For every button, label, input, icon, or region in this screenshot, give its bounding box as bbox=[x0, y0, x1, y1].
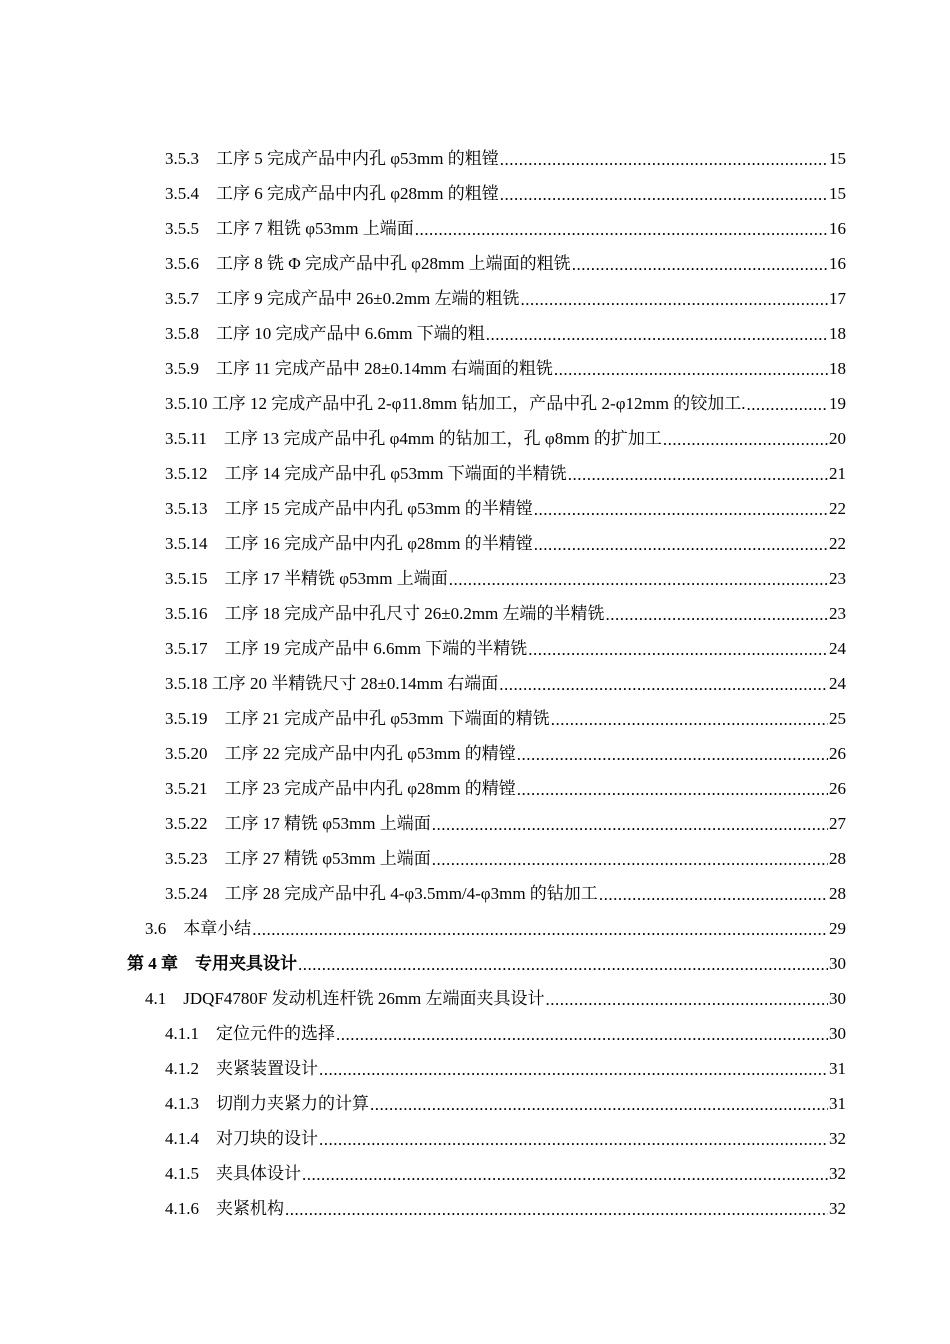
toc-entry-page-number: 32 bbox=[829, 1129, 846, 1148]
toc-entry-gap bbox=[199, 141, 216, 176]
toc-dot-leader bbox=[554, 351, 828, 386]
toc-entry-number: 3.5.12 bbox=[165, 464, 208, 483]
toc-dot-leader bbox=[517, 736, 828, 771]
toc-entry-page-number: 24 bbox=[829, 674, 846, 693]
toc-dot-leader bbox=[546, 981, 828, 1016]
toc-entry-gap bbox=[208, 841, 225, 876]
toc-entry-title: 夹紧装置设计 bbox=[216, 1059, 318, 1078]
toc-entry-page-number: 18 bbox=[829, 324, 846, 343]
toc-entry-gap bbox=[208, 701, 225, 736]
toc-entry[interactable] bbox=[0, 981, 950, 1016]
toc-entry-number: 4.1 bbox=[145, 989, 167, 1008]
toc-entry-page-number: 30 bbox=[829, 954, 846, 973]
toc-entry-title: 工序 21 完成产品中孔 φ53mm 下端面的精铣 bbox=[224, 709, 550, 728]
toc-entry-gap bbox=[208, 631, 225, 666]
toc-entry-gap bbox=[199, 1156, 216, 1191]
toc-dot-leader bbox=[285, 1191, 828, 1226]
toc-entry-number: 3.5.8 bbox=[165, 324, 199, 343]
toc-entry-page-number: 31 bbox=[829, 1059, 846, 1078]
toc-entry-page-number: 29 bbox=[829, 919, 846, 938]
toc-entry-title: 工序 20 半精铣尺寸 28±0.14mm 右端面 bbox=[211, 674, 499, 693]
toc-entry-number: 3.5.14 bbox=[165, 534, 208, 553]
toc-dot-leader bbox=[551, 701, 828, 736]
toc-entry-number: 3.6 bbox=[145, 919, 167, 938]
toc-entry-gap bbox=[199, 246, 216, 281]
toc-entry[interactable] bbox=[0, 1086, 950, 1121]
toc-entry[interactable] bbox=[0, 176, 950, 211]
toc-entry[interactable] bbox=[0, 386, 950, 421]
toc-dot-leader bbox=[415, 211, 828, 246]
toc-entry[interactable] bbox=[0, 1156, 950, 1191]
toc-entry-number: 3.5.17 bbox=[165, 639, 208, 658]
toc-entry-gap bbox=[199, 1086, 216, 1121]
toc-entry-title: 夹具体设计 bbox=[216, 1164, 301, 1183]
toc-entry-gap bbox=[166, 981, 183, 1016]
toc-entry-page-number: 15 bbox=[829, 149, 846, 168]
toc-entry[interactable] bbox=[0, 491, 950, 526]
toc-dot-leader bbox=[534, 491, 828, 526]
toc-entry-title: 工序 15 完成产品中内孔 φ53mm 的半精镗 bbox=[224, 499, 533, 518]
toc-entry-number: 3.5.18 bbox=[165, 674, 208, 693]
toc-entry-number: 3.5.5 bbox=[165, 219, 199, 238]
toc-entry[interactable] bbox=[0, 666, 950, 701]
toc-entry-number: 4.1.2 bbox=[165, 1059, 199, 1078]
toc-entry-title: 工序 17 半精铣 φ53mm 上端面 bbox=[224, 569, 448, 588]
toc-entry[interactable] bbox=[0, 876, 950, 911]
toc-entry-gap bbox=[207, 421, 224, 456]
toc-entry-title: 对刀块的设计 bbox=[216, 1129, 318, 1148]
toc-entry-title: 定位元件的选择 bbox=[216, 1024, 335, 1043]
table-of-contents bbox=[0, 141, 950, 1226]
toc-entry-gap bbox=[208, 876, 225, 911]
toc-dot-leader bbox=[663, 421, 828, 456]
toc-entry-gap bbox=[199, 1051, 216, 1086]
toc-entry-page-number: 26 bbox=[829, 744, 846, 763]
toc-entry-title: 本章小结 bbox=[183, 919, 252, 938]
toc-dot-leader bbox=[252, 911, 828, 946]
toc-entry-gap bbox=[199, 351, 216, 386]
toc-entry[interactable] bbox=[0, 806, 950, 841]
toc-entry-gap bbox=[199, 316, 216, 351]
toc-entry-number: 3.5.23 bbox=[165, 849, 208, 868]
toc-entry-gap bbox=[208, 596, 225, 631]
toc-entry[interactable] bbox=[0, 141, 950, 176]
toc-entry-number: 第 4 章 bbox=[127, 954, 178, 973]
toc-entry-gap bbox=[199, 281, 216, 316]
toc-entry-title: 工序 9 完成产品中 26±0.2mm 左端的粗铣 bbox=[216, 289, 520, 308]
toc-entry-gap bbox=[199, 211, 216, 246]
toc-entry-title: 工序 7 粗铣 φ53mm 上端面 bbox=[216, 219, 414, 238]
toc-dot-leader bbox=[746, 386, 828, 421]
toc-entry-number: 3.5.19 bbox=[165, 709, 208, 728]
toc-dot-leader bbox=[298, 946, 828, 981]
toc-entry[interactable] bbox=[0, 421, 950, 456]
toc-entry-gap bbox=[208, 526, 225, 561]
toc-entry[interactable] bbox=[0, 526, 950, 561]
toc-entry[interactable] bbox=[0, 211, 950, 246]
toc-entry-title: 工序 13 完成产品中孔 φ4mm 的钻加工，孔 φ8mm 的扩加工 bbox=[223, 429, 662, 448]
toc-dot-leader bbox=[319, 1051, 828, 1086]
toc-dot-leader bbox=[370, 1086, 828, 1121]
toc-entry-title: JDQF4780F 发动机连杆铣 26mm 左端面夹具设计 bbox=[183, 989, 545, 1008]
toc-entry-title: 专用夹具设计 bbox=[195, 954, 297, 973]
toc-entry-number: 3.5.21 bbox=[165, 779, 208, 798]
toc-entry-gap bbox=[208, 561, 225, 596]
toc-entry-title: 工序 6 完成产品中内孔 φ28mm 的粗镗 bbox=[216, 184, 499, 203]
toc-entry-page-number: 28 bbox=[829, 884, 846, 903]
toc-entry-gap bbox=[178, 946, 195, 981]
toc-entry-title: 工序 11 完成产品中 28±0.14mm 右端面的粗铣 bbox=[216, 359, 553, 378]
toc-entry[interactable] bbox=[0, 771, 950, 806]
toc-dot-leader bbox=[568, 456, 828, 491]
toc-entry[interactable] bbox=[0, 246, 950, 281]
toc-entry-title: 夹紧机构 bbox=[216, 1199, 284, 1218]
toc-entry-gap bbox=[199, 1191, 216, 1226]
toc-dot-leader bbox=[319, 1121, 828, 1156]
toc-entry-page-number: 16 bbox=[829, 254, 846, 273]
toc-entry[interactable] bbox=[0, 946, 950, 981]
toc-entry-page-number: 22 bbox=[829, 499, 846, 518]
toc-entry-page-number: 20 bbox=[829, 429, 846, 448]
toc-entry-title: 工序 8 铣 Φ 完成产品中孔 φ28mm 上端面的粗铣 bbox=[216, 254, 571, 273]
toc-entry-page-number: 32 bbox=[829, 1164, 846, 1183]
toc-entry-number: 3.5.6 bbox=[165, 254, 199, 273]
toc-entry-title: 工序 5 完成产品中内孔 φ53mm 的粗镗 bbox=[216, 149, 499, 168]
toc-entry[interactable] bbox=[0, 351, 950, 386]
toc-entry-page-number: 31 bbox=[829, 1094, 846, 1113]
toc-entry-title: 工序 12 完成产品中孔 2-φ11.8mm 钻加工，产品中孔 2-φ12mm 的铰加工. bbox=[211, 394, 746, 413]
toc-dot-leader bbox=[572, 246, 828, 281]
toc-entry-number: 3.5.15 bbox=[165, 569, 208, 588]
toc-entry-number: 3.5.20 bbox=[165, 744, 208, 763]
toc-entry-page-number: 32 bbox=[829, 1199, 846, 1218]
toc-entry-title: 工序 27 精铣 φ53mm 上端面 bbox=[224, 849, 431, 868]
toc-entry-title: 工序 17 精铣 φ53mm 上端面 bbox=[224, 814, 431, 833]
toc-entry-gap bbox=[199, 1016, 216, 1051]
toc-entry-gap bbox=[199, 176, 216, 211]
toc-entry[interactable] bbox=[0, 1051, 950, 1086]
toc-entry[interactable] bbox=[0, 736, 950, 771]
toc-dot-leader bbox=[517, 771, 828, 806]
toc-entry-gap bbox=[208, 491, 225, 526]
toc-dot-leader bbox=[499, 666, 828, 701]
toc-entry[interactable] bbox=[0, 561, 950, 596]
toc-entry-number: 4.1.6 bbox=[165, 1199, 199, 1218]
toc-entry-page-number: 21 bbox=[829, 464, 846, 483]
toc-entry-gap bbox=[208, 771, 225, 806]
toc-entry-title: 工序 14 完成产品中孔 φ53mm 下端面的半精铣 bbox=[224, 464, 567, 483]
toc-entry[interactable] bbox=[0, 281, 950, 316]
toc-entry-page-number: 23 bbox=[829, 569, 846, 588]
toc-entry-page-number: 23 bbox=[829, 604, 846, 623]
toc-entry-page-number: 15 bbox=[829, 184, 846, 203]
toc-entry-number: 3.5.9 bbox=[165, 359, 199, 378]
toc-entry-page-number: 26 bbox=[829, 779, 846, 798]
toc-entry-gap bbox=[166, 911, 183, 946]
toc-dot-leader bbox=[500, 176, 828, 211]
toc-dot-leader bbox=[534, 526, 828, 561]
toc-entry[interactable] bbox=[0, 596, 950, 631]
toc-entry-title: 工序 23 完成产品中内孔 φ28mm 的精镗 bbox=[224, 779, 516, 798]
toc-entry-number: 4.1.4 bbox=[165, 1129, 199, 1148]
toc-entry-title: 工序 10 完成产品中 6.6mm 下端的粗 bbox=[216, 324, 485, 343]
toc-entry-title: 工序 18 完成产品中孔尺寸 26±0.2mm 左端的半精铣 bbox=[224, 604, 605, 623]
toc-entry-number: 3.5.22 bbox=[165, 814, 208, 833]
toc-dot-leader bbox=[599, 876, 828, 911]
toc-entry-number: 3.5.24 bbox=[165, 884, 208, 903]
toc-entry[interactable] bbox=[0, 316, 950, 351]
toc-entry-number: 3.5.11 bbox=[165, 429, 207, 448]
toc-entry-number: 3.5.13 bbox=[165, 499, 208, 518]
toc-entry-page-number: 30 bbox=[829, 1024, 846, 1043]
toc-entry-page-number: 30 bbox=[829, 989, 846, 1008]
toc-entry-title: 切削力夹紧力的计算 bbox=[216, 1094, 369, 1113]
toc-entry[interactable] bbox=[0, 841, 950, 876]
toc-entry[interactable] bbox=[0, 1016, 950, 1051]
toc-dot-leader bbox=[432, 806, 828, 841]
toc-entry-number: 3.5.10 bbox=[165, 394, 208, 413]
toc-entry-number: 3.5.16 bbox=[165, 604, 208, 623]
toc-entry-number: 3.5.7 bbox=[165, 289, 199, 308]
toc-entry-page-number: 19 bbox=[829, 394, 846, 413]
toc-entry-gap bbox=[208, 456, 225, 491]
toc-entry[interactable] bbox=[0, 456, 950, 491]
toc-entry-page-number: 16 bbox=[829, 219, 846, 238]
toc-entry-page-number: 27 bbox=[829, 814, 846, 833]
toc-entry-title: 工序 28 完成产品中孔 4-φ3.5mm/4-φ3mm 的钻加工 bbox=[224, 884, 598, 903]
toc-entry[interactable] bbox=[0, 701, 950, 736]
toc-entry-number: 4.1.1 bbox=[165, 1024, 199, 1043]
toc-entry-gap bbox=[199, 1121, 216, 1156]
toc-entry-page-number: 17 bbox=[829, 289, 846, 308]
toc-entry-page-number: 28 bbox=[829, 849, 846, 868]
toc-dot-leader bbox=[500, 141, 828, 176]
toc-entry-gap bbox=[208, 806, 225, 841]
toc-entry-number: 3.5.4 bbox=[165, 184, 199, 203]
toc-entry-gap bbox=[208, 736, 225, 771]
toc-entry-page-number: 18 bbox=[829, 359, 846, 378]
toc-entry-number: 4.1.3 bbox=[165, 1094, 199, 1113]
toc-entry-title: 工序 16 完成产品中内孔 φ28mm 的半精镗 bbox=[224, 534, 533, 553]
toc-entry-page-number: 25 bbox=[829, 709, 846, 728]
toc-dot-leader bbox=[606, 596, 828, 631]
toc-entry-number: 3.5.3 bbox=[165, 149, 199, 168]
toc-entry-title: 工序 22 完成产品中内孔 φ53mm 的精镗 bbox=[224, 744, 516, 763]
toc-dot-leader bbox=[528, 631, 828, 666]
toc-dot-leader bbox=[302, 1156, 828, 1191]
toc-entry-page-number: 24 bbox=[829, 639, 846, 658]
toc-entry-number: 4.1.5 bbox=[165, 1164, 199, 1183]
toc-dot-leader bbox=[521, 281, 828, 316]
toc-entry[interactable] bbox=[0, 631, 950, 666]
toc-dot-leader bbox=[432, 841, 828, 876]
toc-entry-page-number: 22 bbox=[829, 534, 846, 553]
toc-entry[interactable] bbox=[0, 911, 950, 946]
toc-entry[interactable] bbox=[0, 1121, 950, 1156]
toc-entry[interactable] bbox=[0, 1191, 950, 1226]
toc-dot-leader bbox=[336, 1016, 828, 1051]
toc-entry-title: 工序 19 完成产品中 6.6mm 下端的半精铣 bbox=[224, 639, 528, 658]
toc-dot-leader bbox=[449, 561, 828, 596]
toc-dot-leader bbox=[486, 316, 828, 351]
